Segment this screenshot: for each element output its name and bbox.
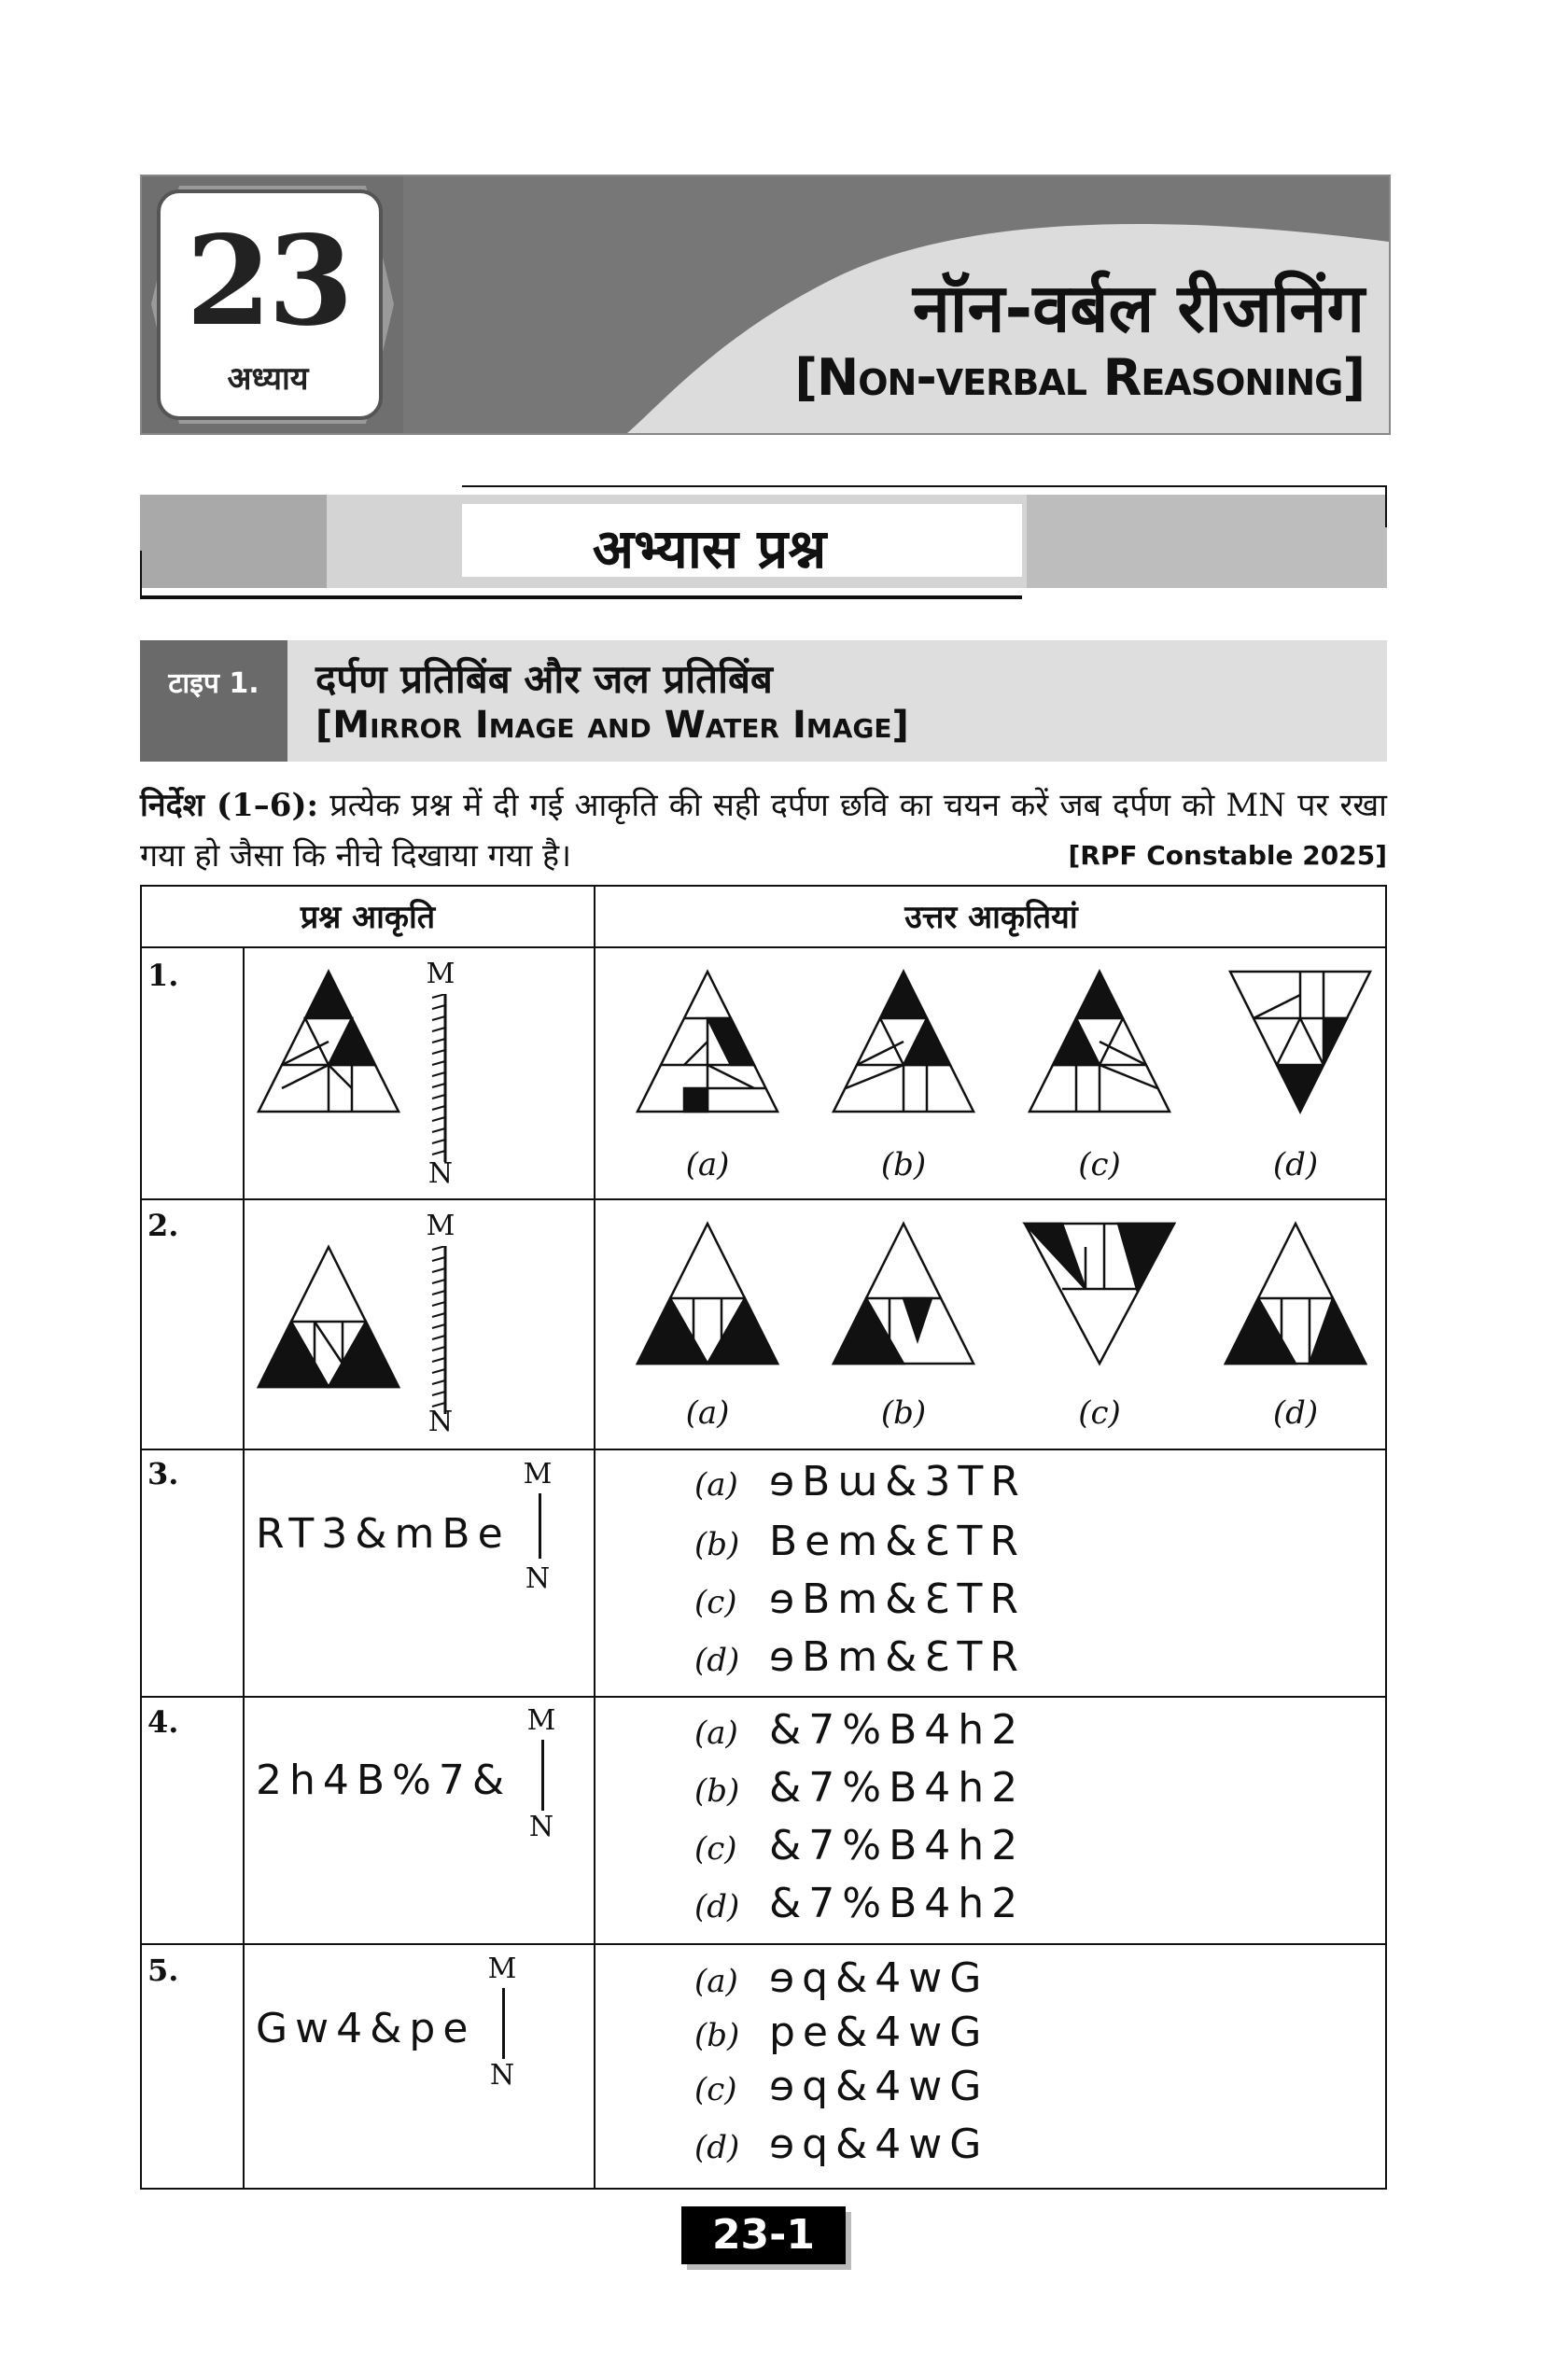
option-row: [694, 1764, 1025, 1812]
mirror-label-n: N: [528, 1811, 554, 1843]
option-label: (c): [694, 1584, 737, 1621]
practice-banner: [140, 485, 1387, 605]
option-value: ɘBm&ƐTR: [769, 1633, 1026, 1681]
directions-label: निर्देश (1–6):: [140, 787, 319, 824]
question-number: 3.: [147, 1456, 179, 1491]
question-5-text: Gw4&pe: [256, 2005, 476, 2052]
source-tag: [RPF Constable 2025]: [1068, 840, 1387, 871]
option-row: [694, 2009, 988, 2056]
option-label: (a): [685, 1146, 730, 1183]
question-number: 5.: [147, 1953, 179, 1988]
mirror-label-m: M: [523, 1458, 553, 1491]
option-label: (b): [694, 2017, 740, 2054]
mirror-hatched-line: [428, 994, 460, 1162]
question-number: 4.: [147, 1704, 179, 1740]
option-a-figure: [637, 972, 778, 1112]
option-value: pe&4wG: [769, 2009, 989, 2056]
header-question-figure: प्रश्न आकृति: [300, 899, 436, 936]
option-label: (a): [694, 1466, 738, 1504]
mirror-line: [502, 1988, 505, 2059]
option-label: (a): [694, 1963, 738, 2000]
option-row: [694, 1706, 1025, 1754]
option-label: (d): [694, 2129, 740, 2166]
option-row: [694, 1458, 1027, 1505]
option-row: [694, 2121, 988, 2168]
option-label: (c): [1078, 1394, 1121, 1432]
row-divider: [142, 1696, 1387, 1698]
mirror-label-m: M: [426, 958, 455, 990]
directions-text: प्रत्येक प्रश्न में दी गई आकृति की सही दर्पण छवि का चयन करें जब दर्पण को MN पर रखा गया हो जैसा कि नीचे दिखाया गया है।: [140, 787, 1387, 875]
option-label: (c): [694, 1830, 737, 1868]
option-value: &7%B4h2: [769, 1764, 1026, 1812]
chapter-title-hindi: नॉन-वर्बल रीजनिंग: [912, 269, 1365, 347]
option-value: ɘq&4wG: [769, 1954, 989, 2002]
chapter-banner: [140, 175, 1391, 435]
option-label: (d): [694, 1888, 740, 1925]
option-value: &7%B4h2: [769, 1706, 1026, 1754]
mirror-label-m: M: [526, 1704, 556, 1737]
option-value: ɘBm&ƐTR: [769, 1575, 1026, 1623]
option-value: &7%B4h2: [769, 1880, 1026, 1927]
mirror-label-m: M: [426, 1210, 455, 1242]
mirror-label-n: N: [525, 1562, 551, 1595]
question-1-figure: [245, 948, 594, 1198]
option-value: ɘq&4wG: [769, 2063, 989, 2110]
option-b-figure: [834, 972, 974, 1112]
mirror-line: [539, 1493, 541, 1559]
type-badge-label: टाइप 1.: [168, 667, 259, 700]
option-a-figure: [637, 1224, 778, 1364]
option-row: [694, 1822, 1025, 1869]
option-row: [694, 1954, 988, 2002]
option-d-figure: [1226, 1224, 1366, 1364]
question-3-text: RT3&mBe: [256, 1510, 511, 1558]
question-table: [140, 885, 1387, 2190]
option-label: (d): [1272, 1394, 1319, 1432]
option-value: &7%B4h2: [769, 1822, 1026, 1869]
option-row: [694, 1633, 1026, 1681]
chapter-title-english: [Non-verbal Reasoning]: [794, 348, 1365, 407]
option-label: (b): [694, 1526, 740, 1563]
chapter-number: 23: [186, 209, 350, 354]
option-label: (c): [1078, 1146, 1121, 1183]
option-label: (a): [694, 1715, 738, 1752]
option-c-figure: [1025, 1224, 1174, 1364]
option-label: (d): [1272, 1146, 1319, 1183]
row-divider: [142, 1943, 1387, 1945]
mirror-hatched-line: [428, 1246, 460, 1414]
question-number: 1.: [147, 958, 179, 993]
type-badge: [140, 640, 287, 762]
practice-title: अभ्यास प्रश्न: [592, 517, 827, 581]
row-divider: [142, 1449, 1387, 1450]
mirror-label-n: N: [427, 1157, 454, 1190]
option-value: Bem&ƐTR: [769, 1518, 1026, 1565]
header-answer-figures: उत्तर आकृतियां: [904, 899, 1078, 936]
option-label: (c): [694, 2071, 737, 2108]
option-value: ɘBɯ&3TR: [769, 1458, 1027, 1505]
mirror-label-n: N: [489, 2059, 515, 2092]
option-label: (d): [694, 1642, 740, 1679]
option-label: (a): [685, 1394, 730, 1432]
option-c-figure: [1030, 972, 1170, 1112]
mirror-label-m: M: [487, 1953, 517, 1985]
chapter-label: अध्याय: [227, 360, 309, 398]
option-row: [694, 1518, 1026, 1565]
question-4-text: 2h4B%7&: [256, 1757, 512, 1804]
type-section-bar: [140, 640, 1387, 762]
type-title-hindi: दर्पण प्रतिबिंब और जल प्रतिबिंब: [315, 656, 773, 702]
option-label: (b): [880, 1146, 927, 1183]
option-label: (b): [694, 1772, 740, 1810]
option-b-figure: [834, 1224, 974, 1364]
option-row: [694, 1880, 1025, 1927]
question-number: 2.: [147, 1208, 179, 1243]
option-row: [694, 1575, 1026, 1623]
chapter-number-box: [161, 195, 375, 414]
option-value: ɘq&4wG: [769, 2121, 989, 2168]
option-label: (b): [880, 1394, 927, 1432]
question-2-figure: [245, 1200, 594, 1449]
mirror-line: [541, 1740, 544, 1811]
option-d-figure: [1230, 972, 1370, 1112]
type-title-english: [Mirror Image and Water Image]: [315, 704, 909, 747]
mirror-label-n: N: [427, 1406, 454, 1438]
page-number: 23-1: [681, 2206, 846, 2264]
option-row: [694, 2063, 988, 2110]
